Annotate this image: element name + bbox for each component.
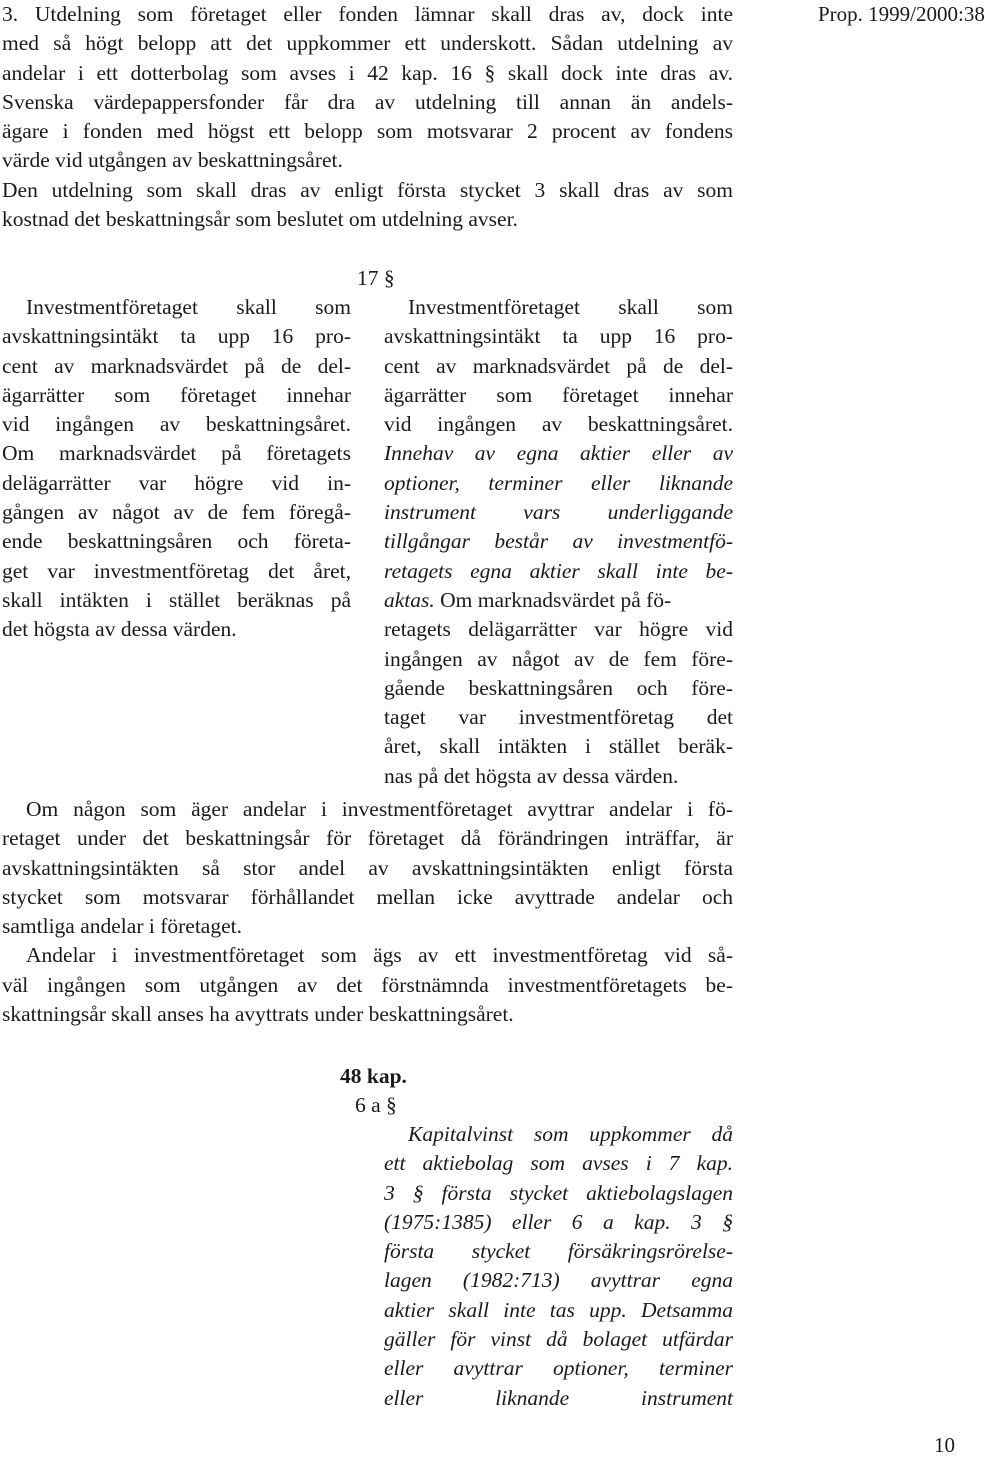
section-17-right-column <box>384 293 733 791</box>
right-line: ägarrätter som företaget innehar <box>384 382 733 407</box>
svenska-line: värde vid utgången av beskattningsåret. <box>2 148 343 173</box>
right-italic-line: tillgångar består av investmentfö- <box>384 529 733 554</box>
right-italic-line: Innehav av egna aktier eller av <box>384 441 733 466</box>
svenska-line: Svenska värdepappersfonder får dra av utdelning till annan än andels- <box>2 89 733 114</box>
chapter-48-text <box>384 1120 733 1413</box>
ch48-line: gäller för vinst då bolaget utfärdar <box>384 1327 733 1352</box>
right-line: retagets delägarrätter var högre vid <box>384 617 733 642</box>
right-line: vid ingången av beskattningsåret. <box>384 412 733 437</box>
ch48-line: lagen (1982:713) avyttrar egna <box>384 1268 733 1293</box>
ch48-line: aktier skall inte tas upp. Detsamma <box>384 1297 733 1322</box>
right-line: gående beskattningsåren och före- <box>384 675 733 700</box>
left-line: get var investmentföretag det året, <box>2 558 351 583</box>
p1-line: stycket som motsvarar förhållandet mellan icke avyttrade andelar och <box>2 884 733 909</box>
p2-line: skattningsår skall anses ha avyttrats under beskattningsåret. <box>2 1002 514 1027</box>
left-line: Investmentföretaget skall som <box>26 295 351 319</box>
ch48-line: ett aktiebolag som avses i 7 kap. <box>384 1151 733 1176</box>
left-line: cent av marknadsvärdet på de del- <box>2 353 351 378</box>
left-line: Om marknadsvärdet på företagets <box>2 441 351 466</box>
right-line: året, skall intäkten i stället beräk- <box>384 734 733 759</box>
p1-line: avskattningsintäkten så stor andel av avskattningsintäkten enligt första <box>2 855 733 880</box>
right-italic-line: optioner, terminer eller liknande <box>384 470 733 495</box>
left-line: avskattningsintäkt ta upp 16 pro- <box>2 324 351 349</box>
right-line: avskattningsintäkt ta upp 16 pro- <box>384 324 733 349</box>
left-line: ägarrätter som företaget innehar <box>2 382 351 407</box>
prop-reference: Prop. 1999/2000:38 <box>818 2 985 26</box>
page-number: 10 <box>934 1433 955 1457</box>
item3-line: andelar i ett dotterbolag som avses i 42 kap. 16 § skall dock inte dras av. <box>2 60 733 85</box>
left-line: vid ingången av beskattningsåret. <box>2 412 351 437</box>
right-mixed-line <box>384 586 733 615</box>
right-line: nas på det högsta av dessa värden. <box>384 763 679 788</box>
right-mixed-italic: aktas. <box>384 587 435 612</box>
p2-line: väl ingången som utgången av det förstnämnda investmentföretagets be- <box>2 972 733 997</box>
right-mixed-plain: Om marknadsvärdet på fö- <box>434 587 672 612</box>
right-line: ingången av något av de fem före- <box>384 646 733 671</box>
p1-line: retaget under det beskattningsår för företaget då förändringen inträffar, är <box>2 826 733 851</box>
right-line: cent av marknadsvärdet på de del- <box>384 353 733 378</box>
left-line: gången av något av de fem föregå- <box>2 500 351 525</box>
svenska-line: ägare i fonden med högst ett belopp som motsvarar 2 procent av fondens <box>2 119 733 144</box>
ch48-line: eller liknande instrument <box>384 1385 733 1410</box>
den-line: kostnad det beskattningsår som beslutet om utdelning avser. <box>2 207 518 232</box>
left-line: ende beskattningsåren och företa- <box>2 529 351 554</box>
ch48-line: första stycket försäkringsrörelse- <box>384 1239 733 1264</box>
ch48-line: eller avyttrar optioner, terminer <box>384 1356 733 1381</box>
item3-line: 3. Utdelning som företaget eller fonden lämnar skall dras av, dock inte <box>2 2 733 26</box>
section-17-left-column <box>2 293 351 645</box>
top-text-block <box>2 0 733 234</box>
chapter-48-heading: 48 kap. <box>340 1064 407 1088</box>
ch48-line: 3 § första stycket aktiebolagslagen <box>384 1180 733 1205</box>
p1-line: samtliga andelar i företaget. <box>2 914 242 939</box>
den-line: Den utdelning som skall dras av enligt första stycket 3 skall dras av som <box>2 177 733 202</box>
right-italic-line: retagets egna aktier skall inte be- <box>384 558 733 583</box>
right-line: Investmentföretaget skall som <box>408 295 733 319</box>
section-6a-heading: 6 a § <box>355 1093 397 1117</box>
bottom-text-block <box>2 795 733 1029</box>
left-line: skall intäkten i stället beräknas på <box>2 587 351 612</box>
item3-line: med så högt belopp att det uppkommer ett underskott. Sådan utdelning av <box>2 31 733 56</box>
p2-line: Andelar i investmentföretaget som ägs av ett investmentföretag vid så- <box>26 943 733 968</box>
right-line: taget var investmentföretag det <box>384 705 733 730</box>
right-italic-line: instrument vars underliggande <box>384 500 733 525</box>
left-line: det högsta av dessa värden. <box>2 617 237 642</box>
left-line: delägarrätter var högre vid in- <box>2 470 351 495</box>
p1-line: Om någon som äger andelar i investmentföretaget avyttrar andelar i fö- <box>26 797 733 821</box>
section-17-heading: 17 § <box>357 266 395 290</box>
ch48-line: (1975:1385) eller 6 a kap. 3 § <box>384 1209 733 1234</box>
ch48-line: Kapitalvinst som uppkommer då <box>408 1122 733 1146</box>
